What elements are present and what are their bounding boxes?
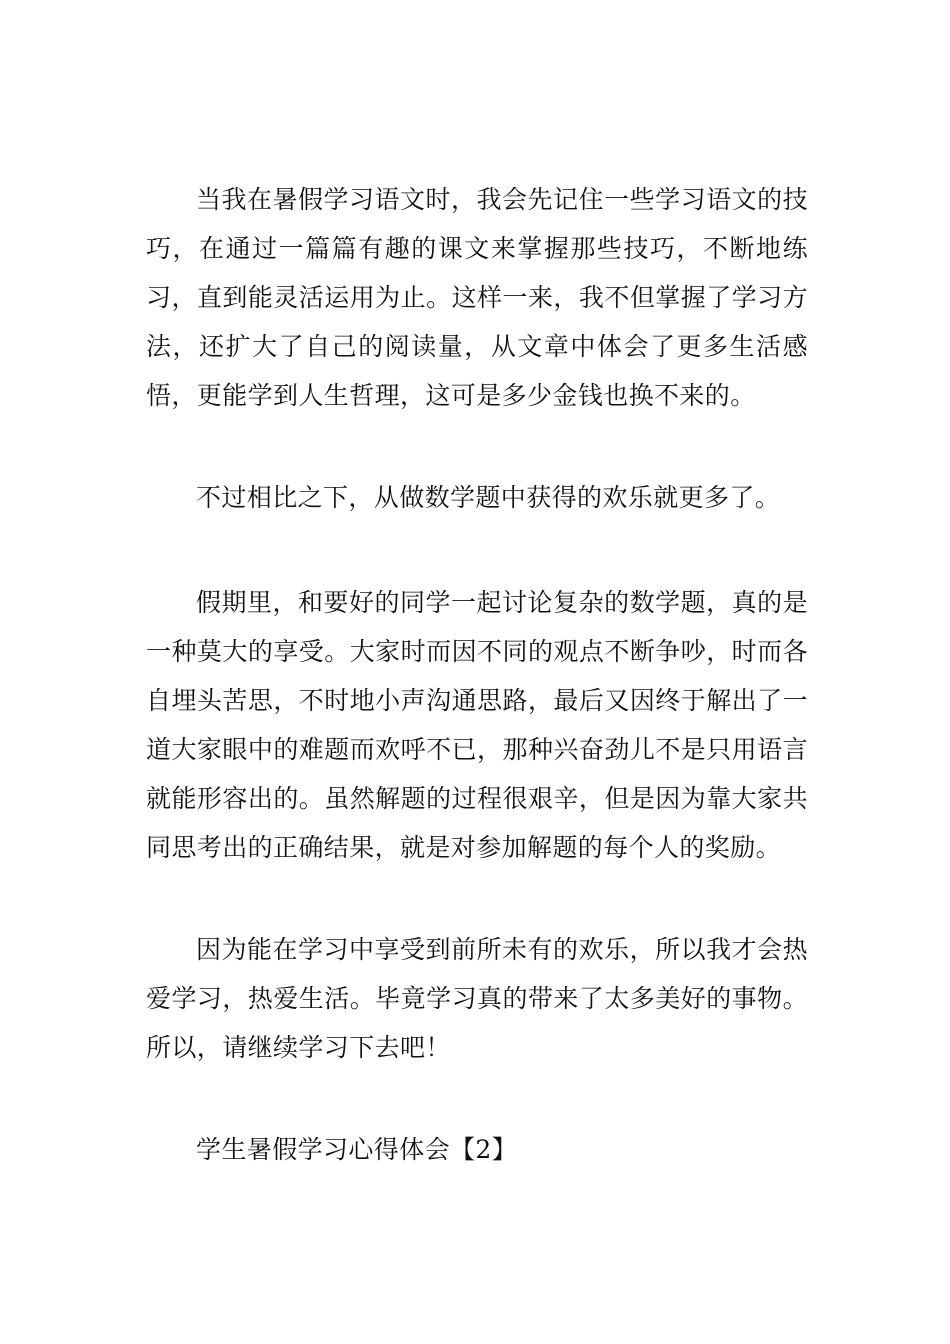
paragraph-group-discussion: 假期里，和要好的同学一起讨论复杂的数学题，真的是一种莫大的享受。大家时而因不同的观点不断争吵，时而各自埋头苦思，不时地小声沟通思路，最后又因终于解出了一道大家眼中的难题而欢呼不已，那种兴奋劲儿不是只用语言就能形容出的。虽然解题的过程很艰辛，但是因为靠大家共同思考出的正确结果，就是对参加解题的每个人的奖励。 [146, 588, 808, 862]
paragraph-math-joy: 不过相比之下，从做数学题中获得的欢乐就更多了。 [196, 483, 781, 512]
section-heading: 学生暑假学习心得体会【2】 [196, 1135, 518, 1164]
paragraph-conclusion: 因为能在学习中享受到前所未有的欢乐，所以我才会热爱学习，热爱生活。毕竟学习真的带来了太多美好的事物。所以，请继续学习下去吧！ [146, 935, 808, 1062]
document-body [146, 175, 808, 1174]
paragraph-chinese-study: 当我在暑假学习语文时，我会先记住一些学习语文的技巧，在通过一篇篇有趣的课文来掌握那些技巧，不断地练习，直到能灵活运用为止。这样一来，我不但掌握了学习方法，还扩大了自己的阅读量，从文章中体会了更多生活感悟，更能学到人生哲理，这可是多少金钱也换不来的。 [146, 185, 808, 410]
